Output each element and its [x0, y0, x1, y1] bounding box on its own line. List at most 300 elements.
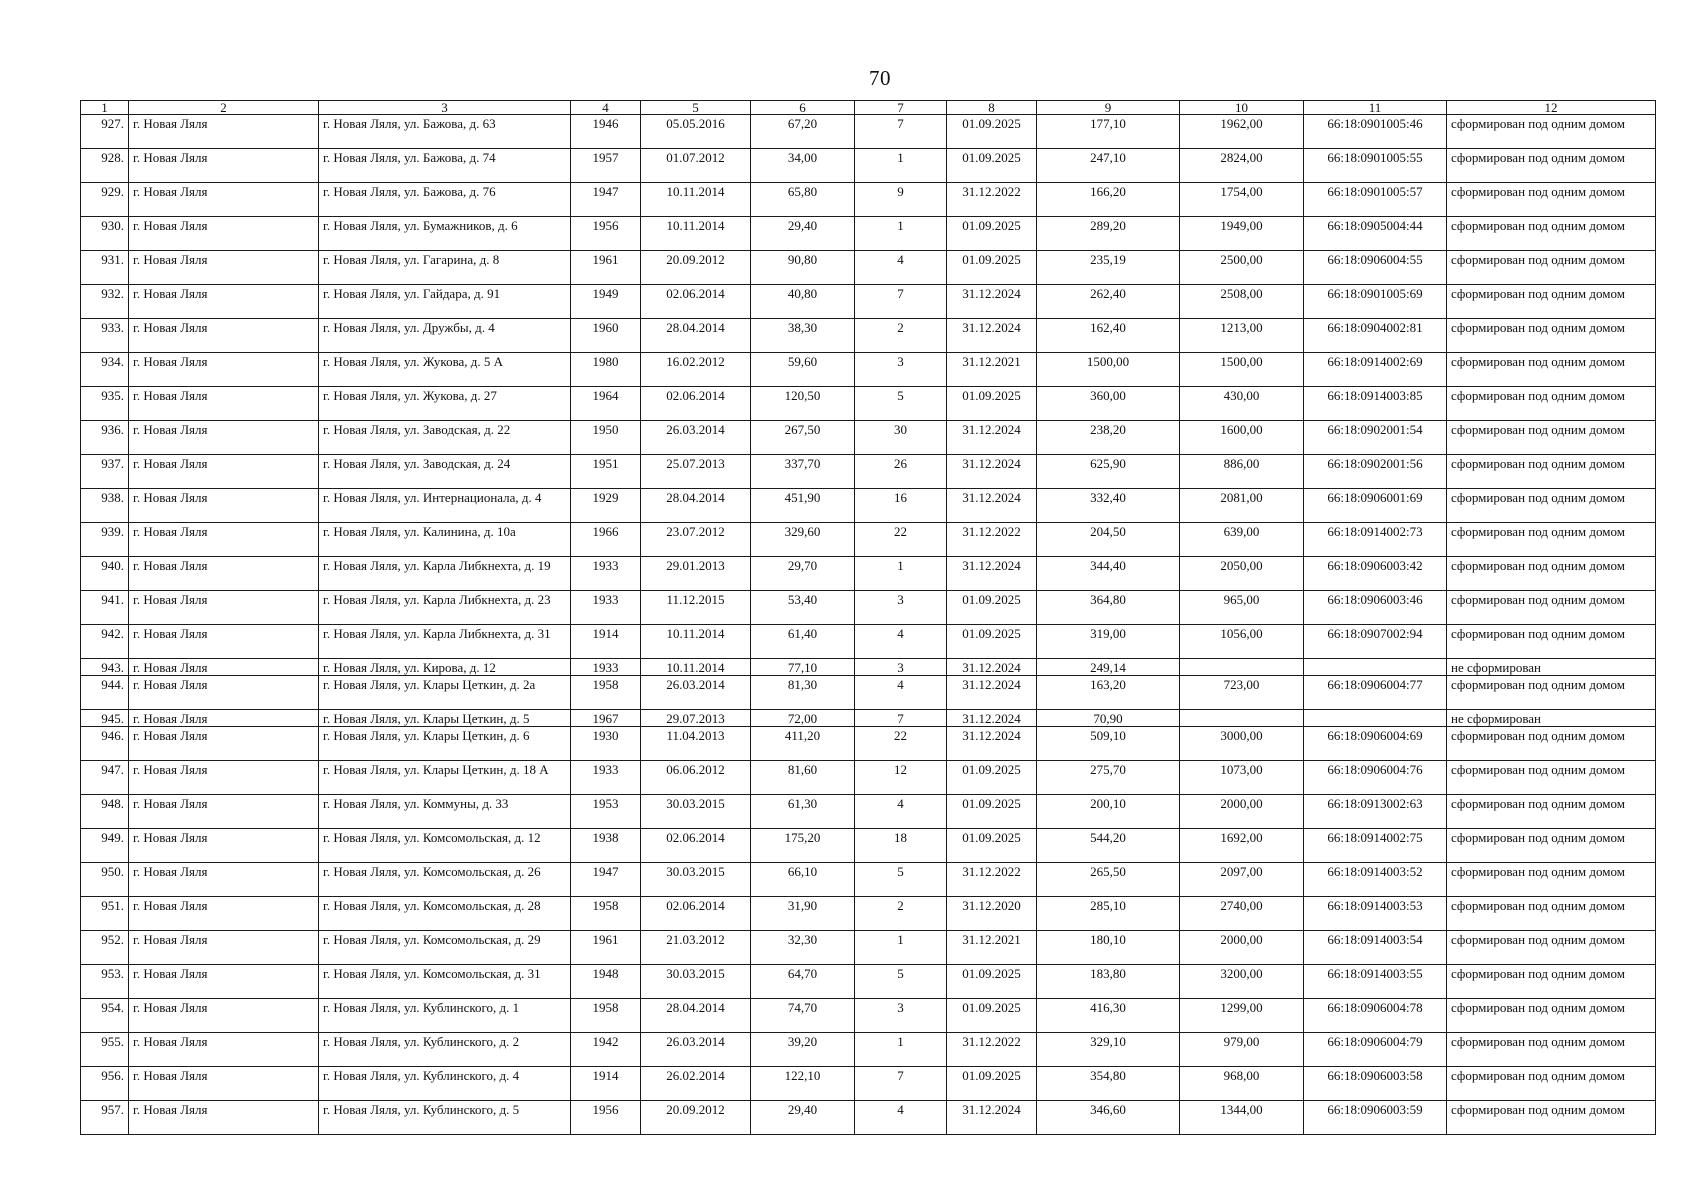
address-cell: г. Новая Ляля, ул. Карла Либкнехта, д. 19 — [319, 557, 571, 591]
area-cell: 81,30 — [751, 676, 855, 710]
cadastral-number-cell: 66:18:0902001:54 — [1304, 421, 1447, 455]
date-cell: 16.02.2012 — [641, 353, 751, 387]
value9-cell: 265,50 — [1037, 863, 1180, 897]
year-cell: 1958 — [571, 999, 641, 1033]
deadline-cell: 01.09.2025 — [947, 1067, 1037, 1101]
row-number: 931. — [81, 251, 129, 285]
table-row — [81, 455, 1656, 489]
value9-cell: 285,10 — [1037, 897, 1180, 931]
count-cell: 1 — [855, 931, 947, 965]
deadline-cell: 31.12.2022 — [947, 183, 1037, 217]
value9-cell: 289,20 — [1037, 217, 1180, 251]
settlement-cell: г. Новая Ляля — [129, 523, 319, 557]
count-cell: 4 — [855, 251, 947, 285]
table-row — [81, 761, 1656, 795]
table-row — [81, 319, 1656, 353]
settlement-cell: г. Новая Ляля — [129, 319, 319, 353]
area-cell: 32,30 — [751, 931, 855, 965]
row-number: 947. — [81, 761, 129, 795]
count-cell: 1 — [855, 217, 947, 251]
year-cell: 1930 — [571, 727, 641, 761]
row-number: 939. — [81, 523, 129, 557]
area-cell: 411,20 — [751, 727, 855, 761]
area-cell: 122,10 — [751, 1067, 855, 1101]
date-cell: 05.05.2016 — [641, 115, 751, 149]
row-number: 927. — [81, 115, 129, 149]
column-header: 1 — [81, 101, 129, 115]
deadline-cell: 01.09.2025 — [947, 999, 1037, 1033]
cadastral-number-cell: 66:18:0906004:79 — [1304, 1033, 1447, 1067]
count-cell: 3 — [855, 353, 947, 387]
address-cell: г. Новая Ляля, ул. Клары Цеткин, д. 2а — [319, 676, 571, 710]
cadastral-number-cell: 66:18:0906004:69 — [1304, 727, 1447, 761]
value10-cell: 1600,00 — [1180, 421, 1304, 455]
table-row — [81, 557, 1656, 591]
cadastral-number-cell: 66:18:0901005:57 — [1304, 183, 1447, 217]
value10-cell: 3200,00 — [1180, 965, 1304, 999]
status-cell: сформирован под одним домом — [1447, 421, 1656, 455]
status-cell: сформирован под одним домом — [1447, 489, 1656, 523]
cadastral-number-cell: 66:18:0906003:58 — [1304, 1067, 1447, 1101]
cadastral-number-cell: 66:18:0906004:76 — [1304, 761, 1447, 795]
area-cell: 451,90 — [751, 489, 855, 523]
count-cell: 18 — [855, 829, 947, 863]
area-cell: 61,40 — [751, 625, 855, 659]
status-cell: сформирован под одним домом — [1447, 965, 1656, 999]
settlement-cell: г. Новая Ляля — [129, 676, 319, 710]
value10-cell: 2508,00 — [1180, 285, 1304, 319]
value9-cell: 235,19 — [1037, 251, 1180, 285]
value10-cell: 1754,00 — [1180, 183, 1304, 217]
area-cell: 74,70 — [751, 999, 855, 1033]
value10-cell: 639,00 — [1180, 523, 1304, 557]
value9-cell: 332,40 — [1037, 489, 1180, 523]
deadline-cell: 31.12.2022 — [947, 1033, 1037, 1067]
settlement-cell: г. Новая Ляля — [129, 183, 319, 217]
address-cell: г. Новая Ляля, ул. Клары Цеткин, д. 5 — [319, 710, 571, 727]
value10-cell — [1180, 659, 1304, 676]
status-cell: сформирован под одним домом — [1447, 676, 1656, 710]
address-cell: г. Новая Ляля, ул. Бумажников, д. 6 — [319, 217, 571, 251]
deadline-cell: 31.12.2024 — [947, 676, 1037, 710]
settlement-cell: г. Новая Ляля — [129, 149, 319, 183]
settlement-cell: г. Новая Ляля — [129, 863, 319, 897]
status-cell: сформирован под одним домом — [1447, 387, 1656, 421]
table-row — [81, 591, 1656, 625]
settlement-cell: г. Новая Ляля — [129, 353, 319, 387]
deadline-cell: 31.12.2021 — [947, 931, 1037, 965]
count-cell: 7 — [855, 1067, 947, 1101]
settlement-cell: г. Новая Ляля — [129, 710, 319, 727]
settlement-cell: г. Новая Ляля — [129, 829, 319, 863]
column-header: 8 — [947, 101, 1037, 115]
row-number: 938. — [81, 489, 129, 523]
date-cell: 23.07.2012 — [641, 523, 751, 557]
date-cell: 26.03.2014 — [641, 676, 751, 710]
table-row — [81, 710, 1656, 727]
table-row — [81, 523, 1656, 557]
address-cell: г. Новая Ляля, ул. Кублинского, д. 4 — [319, 1067, 571, 1101]
settlement-cell: г. Новая Ляля — [129, 1067, 319, 1101]
year-cell: 1964 — [571, 387, 641, 421]
value10-cell: 1500,00 — [1180, 353, 1304, 387]
column-header: 10 — [1180, 101, 1304, 115]
date-cell: 11.04.2013 — [641, 727, 751, 761]
count-cell: 2 — [855, 319, 947, 353]
table-row — [81, 1067, 1656, 1101]
table-row — [81, 149, 1656, 183]
count-cell: 5 — [855, 965, 947, 999]
settlement-cell: г. Новая Ляля — [129, 1101, 319, 1135]
date-cell: 26.03.2014 — [641, 1033, 751, 1067]
value9-cell: 262,40 — [1037, 285, 1180, 319]
value9-cell: 70,90 — [1037, 710, 1180, 727]
status-cell: сформирован под одним домом — [1447, 829, 1656, 863]
value9-cell: 416,30 — [1037, 999, 1180, 1033]
value10-cell: 1949,00 — [1180, 217, 1304, 251]
deadline-cell: 01.09.2025 — [947, 149, 1037, 183]
cadastral-number-cell: 66:18:0914003:52 — [1304, 863, 1447, 897]
year-cell: 1966 — [571, 523, 641, 557]
value10-cell: 2824,00 — [1180, 149, 1304, 183]
address-cell: г. Новая Ляля, ул. Комсомольская, д. 29 — [319, 931, 571, 965]
date-cell: 02.06.2014 — [641, 387, 751, 421]
date-cell: 11.12.2015 — [641, 591, 751, 625]
area-cell: 34,00 — [751, 149, 855, 183]
area-cell: 65,80 — [751, 183, 855, 217]
address-cell: г. Новая Ляля, ул. Комсомольская, д. 26 — [319, 863, 571, 897]
status-cell: сформирован под одним домом — [1447, 149, 1656, 183]
address-cell: г. Новая Ляля, ул. Жукова, д. 5 А — [319, 353, 571, 387]
value9-cell: 238,20 — [1037, 421, 1180, 455]
count-cell: 3 — [855, 591, 947, 625]
value10-cell: 968,00 — [1180, 1067, 1304, 1101]
count-cell: 9 — [855, 183, 947, 217]
date-cell: 02.06.2014 — [641, 897, 751, 931]
row-number: 943. — [81, 659, 129, 676]
value10-cell: 2500,00 — [1180, 251, 1304, 285]
status-cell: сформирован под одним домом — [1447, 761, 1656, 795]
row-number: 936. — [81, 421, 129, 455]
area-cell: 39,20 — [751, 1033, 855, 1067]
year-cell: 1947 — [571, 863, 641, 897]
settlement-cell: г. Новая Ляля — [129, 251, 319, 285]
area-cell: 72,00 — [751, 710, 855, 727]
value10-cell: 2050,00 — [1180, 557, 1304, 591]
table-row — [81, 829, 1656, 863]
status-cell: не сформирован — [1447, 710, 1656, 727]
row-number: 934. — [81, 353, 129, 387]
date-cell: 20.09.2012 — [641, 251, 751, 285]
value10-cell — [1180, 710, 1304, 727]
count-cell: 26 — [855, 455, 947, 489]
column-header: 11 — [1304, 101, 1447, 115]
area-cell: 120,50 — [751, 387, 855, 421]
value9-cell: 204,50 — [1037, 523, 1180, 557]
value10-cell: 2000,00 — [1180, 795, 1304, 829]
year-cell: 1961 — [571, 931, 641, 965]
row-number: 954. — [81, 999, 129, 1033]
deadline-cell: 31.12.2024 — [947, 659, 1037, 676]
settlement-cell: г. Новая Ляля — [129, 591, 319, 625]
value9-cell: 509,10 — [1037, 727, 1180, 761]
value9-cell: 625,90 — [1037, 455, 1180, 489]
area-cell: 81,60 — [751, 761, 855, 795]
settlement-cell: г. Новая Ляля — [129, 761, 319, 795]
settlement-cell: г. Новая Ляля — [129, 557, 319, 591]
address-cell: г. Новая Ляля, ул. Бажова, д. 74 — [319, 149, 571, 183]
year-cell: 1947 — [571, 183, 641, 217]
deadline-cell: 01.09.2025 — [947, 387, 1037, 421]
cadastral-number-cell: 66:18:0914003:55 — [1304, 965, 1447, 999]
value10-cell: 1692,00 — [1180, 829, 1304, 863]
registry-table — [80, 100, 1656, 1135]
count-cell: 7 — [855, 115, 947, 149]
count-cell: 5 — [855, 387, 947, 421]
cadastral-number-cell — [1304, 659, 1447, 676]
value10-cell: 1213,00 — [1180, 319, 1304, 353]
settlement-cell: г. Новая Ляля — [129, 285, 319, 319]
value9-cell: 360,00 — [1037, 387, 1180, 421]
year-cell: 1948 — [571, 965, 641, 999]
row-number: 935. — [81, 387, 129, 421]
row-number: 948. — [81, 795, 129, 829]
value9-cell: 249,14 — [1037, 659, 1180, 676]
status-cell: сформирован под одним домом — [1447, 353, 1656, 387]
row-number: 929. — [81, 183, 129, 217]
count-cell: 4 — [855, 795, 947, 829]
table-row — [81, 965, 1656, 999]
address-cell: г. Новая Ляля, ул. Карла Либкнехта, д. 31 — [319, 625, 571, 659]
status-cell: сформирован под одним домом — [1447, 591, 1656, 625]
value9-cell: 275,70 — [1037, 761, 1180, 795]
year-cell: 1933 — [571, 591, 641, 625]
row-number: 928. — [81, 149, 129, 183]
deadline-cell: 31.12.2021 — [947, 353, 1037, 387]
row-number: 956. — [81, 1067, 129, 1101]
status-cell: сформирован под одним домом — [1447, 285, 1656, 319]
date-cell: 02.06.2014 — [641, 285, 751, 319]
date-cell: 01.07.2012 — [641, 149, 751, 183]
year-cell: 1933 — [571, 557, 641, 591]
cadastral-number-cell: 66:18:0913002:63 — [1304, 795, 1447, 829]
year-cell: 1958 — [571, 676, 641, 710]
date-cell: 30.03.2015 — [641, 863, 751, 897]
cadastral-number-cell: 66:18:0905004:44 — [1304, 217, 1447, 251]
table-row — [81, 625, 1656, 659]
address-cell: г. Новая Ляля, ул. Бажова, д. 63 — [319, 115, 571, 149]
status-cell: сформирован под одним домом — [1447, 1101, 1656, 1135]
count-cell: 30 — [855, 421, 947, 455]
settlement-cell: г. Новая Ляля — [129, 727, 319, 761]
cadastral-number-cell: 66:18:0907002:94 — [1304, 625, 1447, 659]
date-cell: 25.07.2013 — [641, 455, 751, 489]
value9-cell: 162,40 — [1037, 319, 1180, 353]
settlement-cell: г. Новая Ляля — [129, 965, 319, 999]
settlement-cell: г. Новая Ляля — [129, 217, 319, 251]
date-cell: 10.11.2014 — [641, 659, 751, 676]
table-row — [81, 795, 1656, 829]
row-number: 930. — [81, 217, 129, 251]
deadline-cell: 31.12.2024 — [947, 455, 1037, 489]
value10-cell: 2740,00 — [1180, 897, 1304, 931]
cadastral-number-cell: 66:18:0906004:55 — [1304, 251, 1447, 285]
settlement-cell: г. Новая Ляля — [129, 489, 319, 523]
deadline-cell: 01.09.2025 — [947, 795, 1037, 829]
area-cell: 77,10 — [751, 659, 855, 676]
column-header: 12 — [1447, 101, 1656, 115]
year-cell: 1960 — [571, 319, 641, 353]
area-cell: 66,10 — [751, 863, 855, 897]
count-cell: 5 — [855, 863, 947, 897]
value9-cell: 163,20 — [1037, 676, 1180, 710]
count-cell: 1 — [855, 149, 947, 183]
column-header: 4 — [571, 101, 641, 115]
count-cell: 22 — [855, 727, 947, 761]
cadastral-number-cell: 66:18:0906003:42 — [1304, 557, 1447, 591]
status-cell: сформирован под одним домом — [1447, 897, 1656, 931]
area-cell: 90,80 — [751, 251, 855, 285]
value9-cell: 183,80 — [1037, 965, 1180, 999]
area-cell: 29,70 — [751, 557, 855, 591]
area-cell: 64,70 — [751, 965, 855, 999]
date-cell: 02.06.2014 — [641, 829, 751, 863]
status-cell: сформирован под одним домом — [1447, 727, 1656, 761]
row-number: 933. — [81, 319, 129, 353]
year-cell: 1956 — [571, 1101, 641, 1135]
column-header: 2 — [129, 101, 319, 115]
status-cell: сформирован под одним домом — [1447, 217, 1656, 251]
row-number: 953. — [81, 965, 129, 999]
area-cell: 67,20 — [751, 115, 855, 149]
status-cell: сформирован под одним домом — [1447, 1067, 1656, 1101]
status-cell: сформирован под одним домом — [1447, 795, 1656, 829]
address-cell: г. Новая Ляля, ул. Комсомольская, д. 12 — [319, 829, 571, 863]
year-cell: 1933 — [571, 761, 641, 795]
date-cell: 21.03.2012 — [641, 931, 751, 965]
table-row — [81, 1033, 1656, 1067]
settlement-cell: г. Новая Ляля — [129, 387, 319, 421]
row-number: 942. — [81, 625, 129, 659]
cadastral-number-cell: 66:18:0906004:78 — [1304, 999, 1447, 1033]
row-number: 941. — [81, 591, 129, 625]
year-cell: 1953 — [571, 795, 641, 829]
row-number: 937. — [81, 455, 129, 489]
row-number: 946. — [81, 727, 129, 761]
date-cell: 29.07.2013 — [641, 710, 751, 727]
area-cell: 53,40 — [751, 591, 855, 625]
cadastral-number-cell: 66:18:0914002:69 — [1304, 353, 1447, 387]
cadastral-number-cell: 66:18:0901005:55 — [1304, 149, 1447, 183]
area-cell: 40,80 — [751, 285, 855, 319]
count-cell: 4 — [855, 676, 947, 710]
count-cell: 2 — [855, 897, 947, 931]
year-cell: 1942 — [571, 1033, 641, 1067]
address-cell: г. Новая Ляля, ул. Комсомольская, д. 31 — [319, 965, 571, 999]
deadline-cell: 31.12.2024 — [947, 1101, 1037, 1135]
cadastral-number-cell: 66:18:0914002:75 — [1304, 829, 1447, 863]
column-header: 3 — [319, 101, 571, 115]
status-cell: сформирован под одним домом — [1447, 523, 1656, 557]
row-number: 951. — [81, 897, 129, 931]
count-cell: 3 — [855, 659, 947, 676]
value10-cell: 2081,00 — [1180, 489, 1304, 523]
value10-cell: 1056,00 — [1180, 625, 1304, 659]
table-row — [81, 217, 1656, 251]
column-header: 6 — [751, 101, 855, 115]
date-cell: 29.01.2013 — [641, 557, 751, 591]
year-cell: 1951 — [571, 455, 641, 489]
status-cell: сформирован под одним домом — [1447, 115, 1656, 149]
value10-cell: 1962,00 — [1180, 115, 1304, 149]
address-cell: г. Новая Ляля, ул. Кублинского, д. 2 — [319, 1033, 571, 1067]
area-cell: 175,20 — [751, 829, 855, 863]
area-cell: 337,70 — [751, 455, 855, 489]
year-cell: 1946 — [571, 115, 641, 149]
deadline-cell: 31.12.2024 — [947, 557, 1037, 591]
value10-cell: 430,00 — [1180, 387, 1304, 421]
deadline-cell: 01.09.2025 — [947, 625, 1037, 659]
value9-cell: 329,10 — [1037, 1033, 1180, 1067]
value9-cell: 200,10 — [1037, 795, 1180, 829]
count-cell: 7 — [855, 285, 947, 319]
date-cell: 10.11.2014 — [641, 625, 751, 659]
count-cell: 22 — [855, 523, 947, 557]
deadline-cell: 31.12.2024 — [947, 319, 1037, 353]
count-cell: 4 — [855, 625, 947, 659]
count-cell: 3 — [855, 999, 947, 1033]
year-cell: 1949 — [571, 285, 641, 319]
table-row — [81, 727, 1656, 761]
date-cell: 26.02.2014 — [641, 1067, 751, 1101]
table-row — [81, 999, 1656, 1033]
address-cell: г. Новая Ляля, ул. Заводская, д. 22 — [319, 421, 571, 455]
settlement-cell: г. Новая Ляля — [129, 931, 319, 965]
count-cell: 12 — [855, 761, 947, 795]
date-cell: 28.04.2014 — [641, 489, 751, 523]
settlement-cell: г. Новая Ляля — [129, 897, 319, 931]
deadline-cell: 01.09.2025 — [947, 217, 1037, 251]
value10-cell: 886,00 — [1180, 455, 1304, 489]
cadastral-number-cell: 66:18:0914003:85 — [1304, 387, 1447, 421]
column-header: 9 — [1037, 101, 1180, 115]
area-cell: 29,40 — [751, 217, 855, 251]
value10-cell: 1073,00 — [1180, 761, 1304, 795]
row-number: 950. — [81, 863, 129, 897]
settlement-cell: г. Новая Ляля — [129, 455, 319, 489]
year-cell: 1933 — [571, 659, 641, 676]
cadastral-number-cell — [1304, 710, 1447, 727]
cadastral-number-cell: 66:18:0906003:46 — [1304, 591, 1447, 625]
value9-cell: 346,60 — [1037, 1101, 1180, 1135]
area-cell: 61,30 — [751, 795, 855, 829]
year-cell: 1914 — [571, 1067, 641, 1101]
column-header: 5 — [641, 101, 751, 115]
year-cell: 1967 — [571, 710, 641, 727]
deadline-cell: 31.12.2024 — [947, 489, 1037, 523]
deadline-cell: 31.12.2024 — [947, 285, 1037, 319]
settlement-cell: г. Новая Ляля — [129, 115, 319, 149]
value10-cell: 2097,00 — [1180, 863, 1304, 897]
status-cell: сформирован под одним домом — [1447, 183, 1656, 217]
count-cell: 16 — [855, 489, 947, 523]
deadline-cell: 31.12.2024 — [947, 710, 1037, 727]
cadastral-number-cell: 66:18:0901005:46 — [1304, 115, 1447, 149]
deadline-cell: 31.12.2020 — [947, 897, 1037, 931]
address-cell: г. Новая Ляля, ул. Гагарина, д. 8 — [319, 251, 571, 285]
deadline-cell: 01.09.2025 — [947, 591, 1037, 625]
cadastral-number-cell: 66:18:0901005:69 — [1304, 285, 1447, 319]
